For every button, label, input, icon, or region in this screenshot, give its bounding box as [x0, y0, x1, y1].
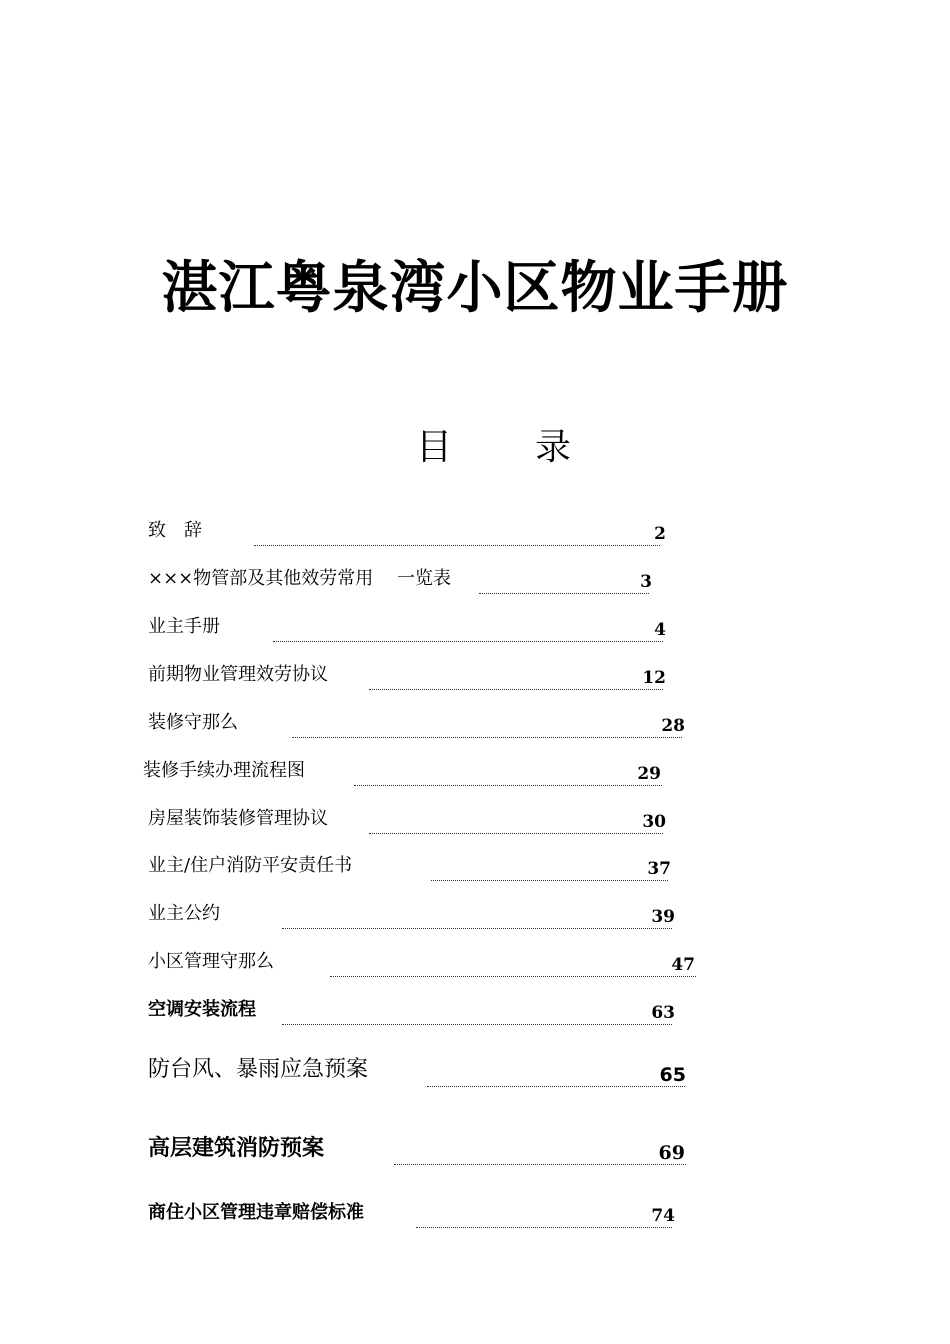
toc-entry-page: 74: [651, 1206, 675, 1226]
toc-leader: [273, 641, 663, 642]
toc-entry-label: 装修手续办理流程图: [143, 760, 305, 781]
toc-entry-label: 空调安装流程: [148, 999, 256, 1020]
document-title: 湛江粤泉湾小区物业手册: [161, 255, 789, 321]
toc-leader: [369, 833, 663, 834]
toc-entry-page: 29: [637, 764, 661, 784]
toc-entry[interactable]: [148, 710, 687, 740]
toc-entry-page: 4: [654, 620, 666, 640]
toc-entry-page: 69: [658, 1142, 685, 1164]
toc-entry-page: 12: [642, 668, 666, 688]
toc-leader: [416, 1227, 672, 1228]
toc-leader: [354, 785, 662, 786]
toc-entry-page: 37: [647, 859, 671, 879]
toc-entry-page: 65: [659, 1064, 686, 1086]
toc-entry-label: 商住小区管理违章赔偿标准: [148, 1202, 364, 1223]
toc-entry-label: 前期物业管理效劳协议: [148, 664, 328, 685]
toc-entry-label: 致 辞: [148, 520, 202, 541]
toc-entry[interactable]: [148, 997, 677, 1027]
toc-leader: [431, 880, 668, 881]
toc-entry-label: 业主公约: [148, 903, 220, 924]
toc-leader: [427, 1086, 685, 1087]
toc-entry[interactable]: [148, 853, 673, 883]
toc-entry-page: 3: [640, 572, 652, 592]
toc-leader: [292, 737, 682, 738]
toc-entry-page: 39: [651, 907, 675, 927]
toc-leader: [330, 976, 696, 977]
toc-entry[interactable]: [148, 901, 677, 931]
toc-entry[interactable]: [143, 758, 667, 788]
toc-entry[interactable]: [148, 518, 668, 548]
toc-entry-page: 30: [642, 812, 666, 832]
toc-leader: [369, 689, 663, 690]
toc-leader: [479, 593, 649, 594]
toc-entry[interactable]: [148, 566, 654, 596]
toc-entry-label: 房屋装饰装修管理协议: [148, 808, 328, 829]
toc-leader: [282, 1024, 672, 1025]
toc-heading-left: 目: [416, 427, 453, 468]
toc-entry-label: 高层建筑消防预案: [148, 1135, 325, 1161]
toc-entry-page: 28: [661, 716, 685, 736]
toc-entry[interactable]: [148, 662, 668, 692]
toc-entry-page: 47: [671, 955, 695, 975]
toc-entry[interactable]: [148, 1133, 687, 1167]
toc-heading-right: 录: [535, 427, 572, 468]
toc-entry[interactable]: [148, 949, 697, 979]
toc-entry-label: 业主手册: [148, 616, 220, 637]
toc-entry[interactable]: [148, 1200, 677, 1230]
toc-entry-label: 业主/住户消防平安责任书: [148, 855, 353, 876]
toc-leader: [254, 545, 660, 546]
toc-entry-label: 小区管理守那么: [148, 951, 274, 972]
toc-entry-label: 防台风、暴雨应急预案: [148, 1057, 369, 1082]
toc-entry[interactable]: [148, 806, 668, 836]
toc-entry[interactable]: [148, 1055, 688, 1089]
toc-entry-label: 装修守那么: [148, 712, 238, 733]
toc-entry-page: 2: [654, 524, 666, 544]
toc-entry-page: 63: [651, 1003, 675, 1023]
toc-leader: [394, 1164, 686, 1165]
toc-entry[interactable]: [148, 614, 668, 644]
toc-leader: [282, 928, 672, 929]
toc-entry-label: ×××物管部及其他效劳常用 一览表: [148, 568, 451, 589]
